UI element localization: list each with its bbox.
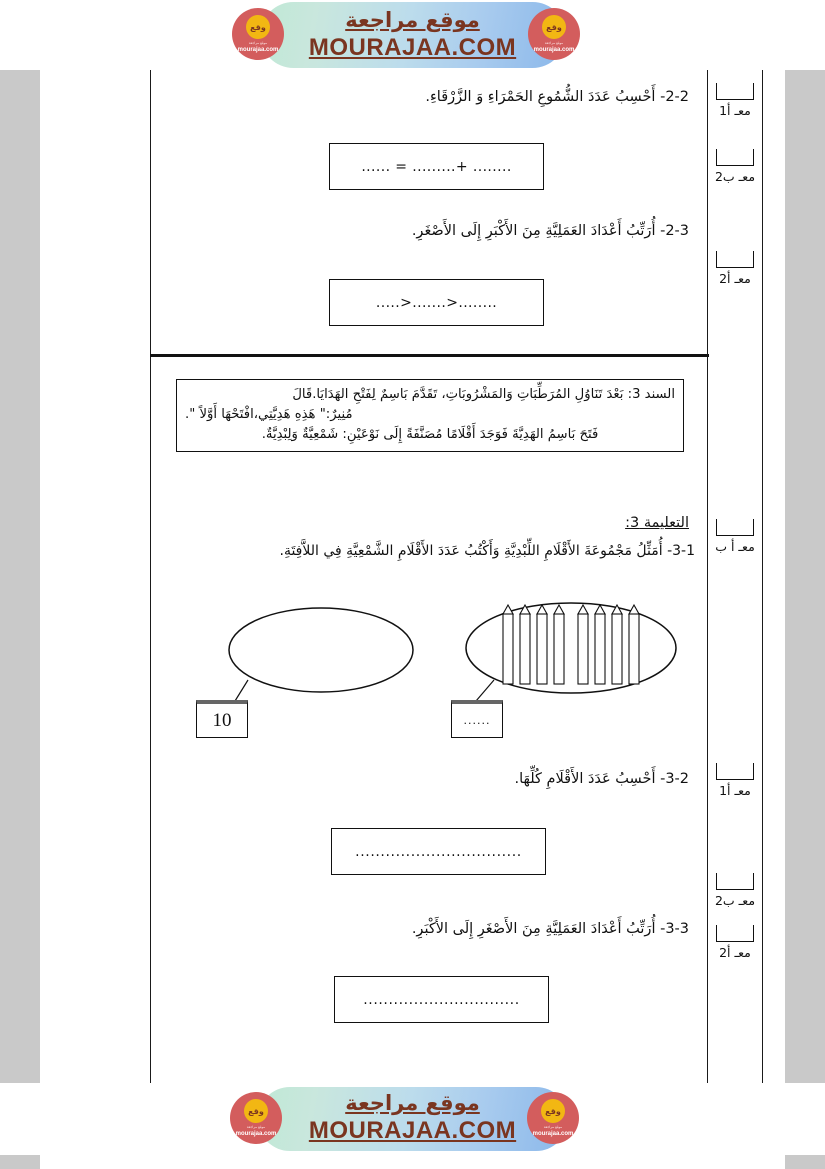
answer-box-2-3[interactable]: ........<.......<..... <box>329 279 544 326</box>
pencil-icon <box>503 605 513 684</box>
banner-title-url[interactable]: MOURAJAA.COM <box>308 1117 517 1144</box>
mark-box[interactable] <box>716 251 754 268</box>
mark-cell-4[interactable] <box>710 519 760 555</box>
logo-subtitle-ar: موقع مراجعة <box>543 1125 563 1129</box>
mark-box[interactable] <box>716 149 754 166</box>
banner-text <box>263 1089 563 1145</box>
mark-cell-5[interactable] <box>710 763 760 799</box>
pencil-icon <box>554 605 564 684</box>
logo-subtitle-ar: موقع مراجعة <box>544 41 564 45</box>
site-logo-icon <box>528 8 580 60</box>
mark-cell-3[interactable] <box>710 251 760 287</box>
logo-subtitle-url: mourajaa.com <box>237 47 279 53</box>
logo-mark: وقع <box>542 15 566 39</box>
mark-cell-7[interactable] <box>710 925 760 961</box>
site-logo-icon <box>230 1092 282 1144</box>
logo-subtitle-url: mourajaa.com <box>235 1131 277 1137</box>
oval-left-group <box>466 603 676 693</box>
mark-cell-1[interactable] <box>710 83 760 119</box>
question-2-3-text: 2-3- أُرَتِّبُ أَعْدَادَ العَمَلِيَّةِ مِنَ الأَكْبَرِ إِلَى الأَصْغَرِ. <box>411 223 689 239</box>
support-line-1: السند 3: بَعْدَ تَنَاوُلِ المُرَطِّبَاتِ وَالمَشْرُوبَاتِ، تَقَدَّمَ بَاسِمٌ لِفَتْحِ الهَدَايَا.قَالَ <box>292 387 675 402</box>
mark-label: معـ أ1 <box>719 783 751 798</box>
logo-mark: وقع <box>246 15 270 39</box>
question-2-2-text: 2-2- أَحْسِبُ عَدَدَ الشُّمُوعِ الحَمْرَاءِ وَ الزَّرْقَاءِ. <box>425 89 689 105</box>
site-logo-icon <box>527 1092 579 1144</box>
mark-label: معـ ب2 <box>714 169 756 184</box>
mark-label: معـ ب2 <box>714 893 756 908</box>
connector-left <box>476 680 494 701</box>
banner-text <box>263 6 563 62</box>
answer-box-3-3[interactable]: ............................... <box>334 976 549 1023</box>
pencil-icon <box>612 605 622 684</box>
support-line-3: فَتَحَ بَاسِمُ الهَدِيَّةَ فَوَجَدَ أَقْلَامًا مُصَنَّفَةً إِلَى نَوْعَيْنِ: شَمْعِيَّةٌ وَلِبْدِيَّةٌ. <box>261 427 599 442</box>
site-logo-icon <box>232 8 284 60</box>
label-tag-left[interactable]: ...... <box>451 700 503 738</box>
mark-box[interactable] <box>716 925 754 942</box>
connector-right <box>235 680 248 701</box>
support-line-2: مُنِيرٌ:" هَذِهِ هَدِيَّتِي،افْتَحْهَا أَوَّلاً ". <box>185 407 353 422</box>
pencils-diagram-svg <box>191 588 701 733</box>
exam-frame <box>150 62 763 1085</box>
marking-column <box>707 63 762 1084</box>
answer-box-2-2[interactable]: ........ +......... = ...... <box>329 143 544 190</box>
question-3-3-text: 3-3- أُرَتِّبُ أَعْدَادَ العَمَلِيَّةِ مِنَ الأَصْغَرِ إِلَى الأَكْبَرِ. <box>411 921 689 937</box>
logo-subtitle-url: mourajaa.com <box>532 1131 574 1137</box>
banner-title-ar: موقع مراجعة <box>345 8 480 32</box>
pencils-diagram <box>191 588 701 733</box>
pencil-group-b <box>578 605 639 684</box>
support-text-3 <box>176 379 684 452</box>
mark-label: معـ أ2 <box>719 271 751 286</box>
banner-title-ar: موقع مراجعة <box>345 1091 480 1115</box>
logo-mark: وقع <box>541 1099 565 1123</box>
mark-label: معـ أ ب <box>715 539 755 554</box>
pencil-icon <box>578 605 588 684</box>
answer-box-3-2[interactable]: ................................. <box>331 828 546 875</box>
logo-subtitle-ar: موقع مراجعة <box>246 1125 266 1129</box>
mark-box[interactable] <box>716 83 754 100</box>
section-divider <box>150 354 709 357</box>
logo-subtitle-ar: موقع مراجعة <box>248 41 268 45</box>
mark-cell-2[interactable] <box>710 149 760 185</box>
pencil-group-a <box>503 605 564 684</box>
pencil-icon <box>520 605 530 684</box>
mark-cell-6[interactable] <box>710 873 760 909</box>
label-tag-right[interactable]: 10 <box>196 700 248 738</box>
worksheet-page <box>40 0 785 1169</box>
question-3-1-text: 3-1- أُمَثِّلُ مَجْمُوعَةَ الأَقْلَامِ اللِّبْدِيَّةِ وَأَكْتُبُ عَدَدَ الأَقْلَامِ الشَّمْعِيَّةِ فِي اللاَّفِتَةِ. <box>279 543 695 559</box>
banner-title-url[interactable]: MOURAJAA.COM <box>308 34 517 61</box>
instruction-3-title: التعليمة 3: <box>625 515 689 531</box>
mark-box[interactable] <box>716 519 754 536</box>
exam-content <box>151 63 709 1084</box>
mark-box[interactable] <box>716 763 754 780</box>
question-3-2-text: 3-2- أَحْسِبُ عَدَدَ الأَقْلَامِ كُلِّهَا. <box>514 771 689 787</box>
logo-mark: وقع <box>244 1099 268 1123</box>
pencil-icon <box>629 605 639 684</box>
pencil-icon <box>595 605 605 684</box>
mark-label: معـ أ1 <box>719 103 751 118</box>
logo-subtitle-url: mourajaa.com <box>533 47 575 53</box>
pencil-icon <box>537 605 547 684</box>
mark-box[interactable] <box>716 873 754 890</box>
site-banner-bottom <box>0 1083 825 1155</box>
mark-label: معـ أ2 <box>719 945 751 960</box>
site-banner-top <box>0 0 825 70</box>
oval-right-group <box>229 608 413 692</box>
